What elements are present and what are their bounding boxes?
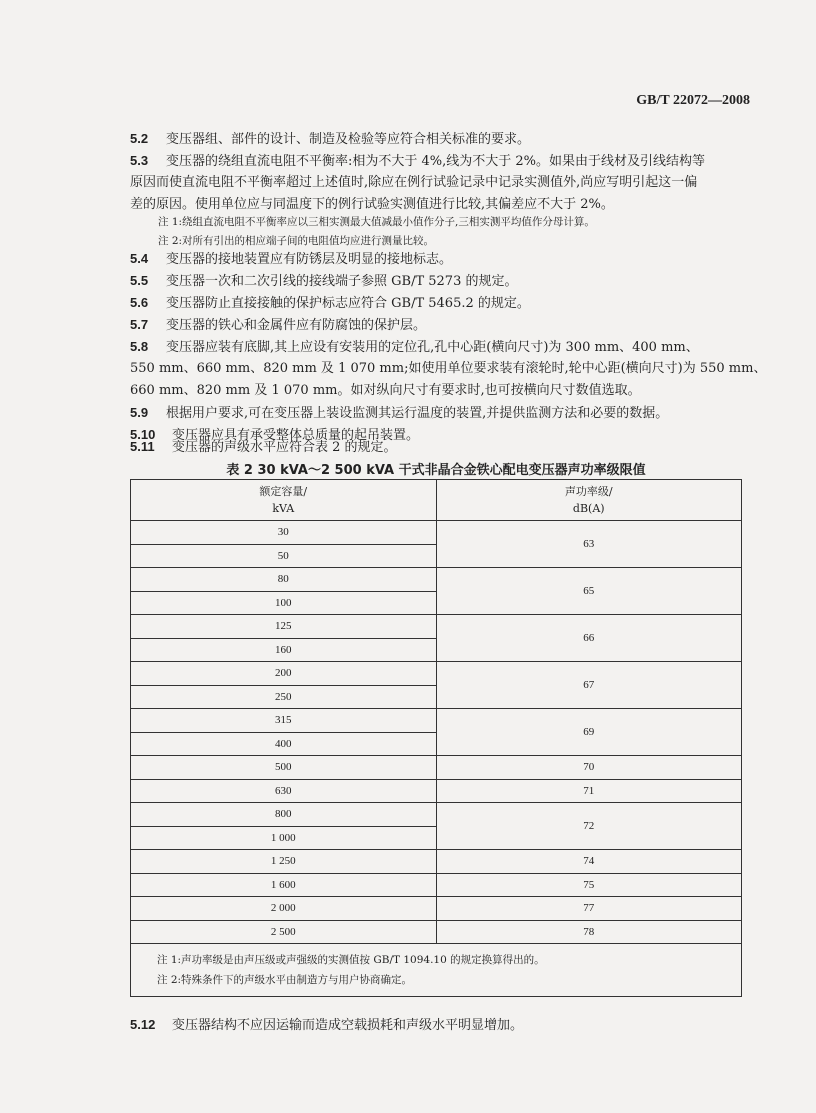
sound-power-table [130, 479, 742, 997]
clause-number: 5.8 [130, 339, 149, 354]
table-title: 表 2 30 kVA～2 500 kVA 干式非晶合金铁心配电变压器声功率级限值 [226, 463, 646, 478]
clause-number: 5.7 [130, 317, 149, 332]
clause-text: 变压器的绕组直流电阻不平衡率:相为不大于 4%,线为不大于 2%。如果由于线材及引线结构等 [166, 154, 706, 169]
clause-5-11 [130, 436, 746, 459]
clause-5-3-note-2: 注 2:对所有引出的相应端子间的电阻值均应进行测量比较。 [158, 235, 435, 247]
clause-text: 变压器防止直接接触的保护标志应符合 GB/T 5465.2 的规定。 [166, 296, 530, 311]
clause-number: 5.5 [130, 273, 149, 288]
table-note-1: 注 1:声功率级是由声压级或声强级的实测值按 GB/T 1094.10 的规定换算得出的。 [157, 954, 545, 966]
sound-level-cell: 70 [436, 756, 742, 780]
clause-number: 5.4 [130, 251, 149, 266]
table-row [131, 756, 742, 780]
table-header-row [131, 480, 742, 521]
table-row [131, 568, 742, 592]
clause-text: 变压器应具有承受整体总质量的起吊装置。 [172, 428, 420, 443]
col-header-capacity-label: 额定容量/ [259, 485, 308, 498]
capacity-cell: 800 [131, 803, 437, 827]
clause-5-5 [130, 270, 746, 293]
capacity-cell: 400 [131, 732, 437, 756]
clause-5-8-line-3: 660 mm、820 mm 及 1 070 mm。如对纵向尺寸有要求时,也可按横向尺寸数值选取。 [130, 383, 641, 398]
sound-level-cell: 67 [436, 662, 742, 709]
clause-number: 5.10 [130, 427, 156, 442]
clause-text: 变压器组、部件的设计、制造及检验等应符合相关标准的要求。 [166, 132, 531, 147]
capacity-cell: 100 [131, 591, 437, 615]
clause-text: 变压器一次和二次引线的接线端子参照 GB/T 5273 的规定。 [166, 274, 518, 289]
standard-code: GB/T 22072—2008 [636, 93, 750, 108]
clause-5-2 [130, 128, 746, 151]
clause-5-8-line-2: 550 mm、660 mm、820 mm 及 1 070 mm;如使用单位要求装有滚轮时,轮中心距(横向尺寸)为 550 mm、 [130, 361, 767, 376]
sound-level-cell: 77 [436, 897, 742, 921]
sound-level-cell: 74 [436, 850, 742, 874]
capacity-cell: 630 [131, 779, 437, 803]
clause-5-6 [130, 292, 746, 315]
sound-level-cell: 65 [436, 568, 742, 615]
clause-5-3 [130, 150, 746, 173]
capacity-cell: 1 000 [131, 826, 437, 850]
table-row [131, 615, 742, 639]
col-header-sound-level-unit: dB(A) [572, 502, 605, 515]
table-row [131, 920, 742, 944]
table-body [131, 521, 742, 944]
clause-number: 5.6 [130, 295, 149, 310]
table-row [131, 709, 742, 733]
table-notes-row [131, 944, 742, 997]
clause-number: 5.9 [130, 405, 149, 420]
col-header-sound-level-label: 声功率级/ [564, 485, 613, 498]
clause-text: 根据用户要求,可在变压器上装设监测其运行温度的装置,并提供监测方法和必要的数据。 [166, 406, 669, 421]
table-row [131, 662, 742, 686]
clause-number: 5.12 [130, 1017, 156, 1032]
capacity-cell: 50 [131, 544, 437, 568]
clause-5-12 [130, 1014, 746, 1037]
clause-5-4 [130, 248, 746, 271]
table-row [131, 850, 742, 874]
clause-5-8 [130, 336, 746, 359]
sound-level-cell: 78 [436, 920, 742, 944]
clause-text: 变压器的铁心和金属件应有防腐蚀的保护层。 [166, 318, 427, 333]
clause-text: 变压器的声级水平应符合表 2 的规定。 [172, 440, 397, 455]
capacity-cell: 200 [131, 662, 437, 686]
sound-level-cell: 72 [436, 803, 742, 850]
clause-number: 5.11 [130, 439, 155, 454]
clause-text: 变压器的接地装置应有防锈层及明显的接地标志。 [166, 252, 453, 267]
capacity-cell: 80 [131, 568, 437, 592]
sound-level-cell: 69 [436, 709, 742, 756]
capacity-cell: 250 [131, 685, 437, 709]
table-row [131, 873, 742, 897]
capacity-cell: 2 000 [131, 897, 437, 921]
clause-5-3-note-1: 注 1:绕组直流电阻不平衡率应以三相实测最大值减最小值作分子,三相实测平均值作分母计算。 [158, 216, 595, 228]
sound-level-cell: 66 [436, 615, 742, 662]
clause-text: 变压器结构不应因运输而造成空载损耗和声级水平明显增加。 [172, 1018, 524, 1033]
capacity-cell: 1 250 [131, 850, 437, 874]
capacity-cell: 30 [131, 521, 437, 545]
clause-text: 变压器应装有底脚,其上应设有安装用的定位孔,孔中心距(横向尺寸)为 300 mm、400 mm、 [166, 340, 699, 355]
clause-5-3-line-2: 原因而使直流电阻不平衡率超过上述值时,除应在例行试验记录中记录实测值外,尚应写明引起这一偏 [130, 175, 698, 190]
sound-level-cell: 71 [436, 779, 742, 803]
col-header-sound-level [436, 480, 742, 521]
clause-5-3-line-3: 差的原因。使用单位应与同温度下的例行试验实测值进行比较,其偏差应不大于 2%。 [130, 197, 614, 212]
clause-number: 5.2 [130, 131, 149, 146]
table-row [131, 779, 742, 803]
table-row [131, 521, 742, 545]
capacity-cell: 125 [131, 615, 437, 639]
col-header-capacity [131, 480, 437, 521]
capacity-cell: 160 [131, 638, 437, 662]
table-row [131, 897, 742, 921]
table-row [131, 803, 742, 827]
sound-level-cell: 63 [436, 521, 742, 568]
capacity-cell: 1 600 [131, 873, 437, 897]
table-notes [131, 944, 742, 997]
col-header-capacity-unit: kVA [272, 502, 295, 515]
clause-number: 5.3 [130, 153, 149, 168]
capacity-cell: 2 500 [131, 920, 437, 944]
sound-level-cell: 75 [436, 873, 742, 897]
capacity-cell: 500 [131, 756, 437, 780]
clause-5-9 [130, 402, 746, 425]
clause-5-7 [130, 314, 746, 337]
table-note-2: 注 2:特殊条件下的声级水平由制造方与用户协商确定。 [157, 974, 413, 986]
capacity-cell: 315 [131, 709, 437, 733]
